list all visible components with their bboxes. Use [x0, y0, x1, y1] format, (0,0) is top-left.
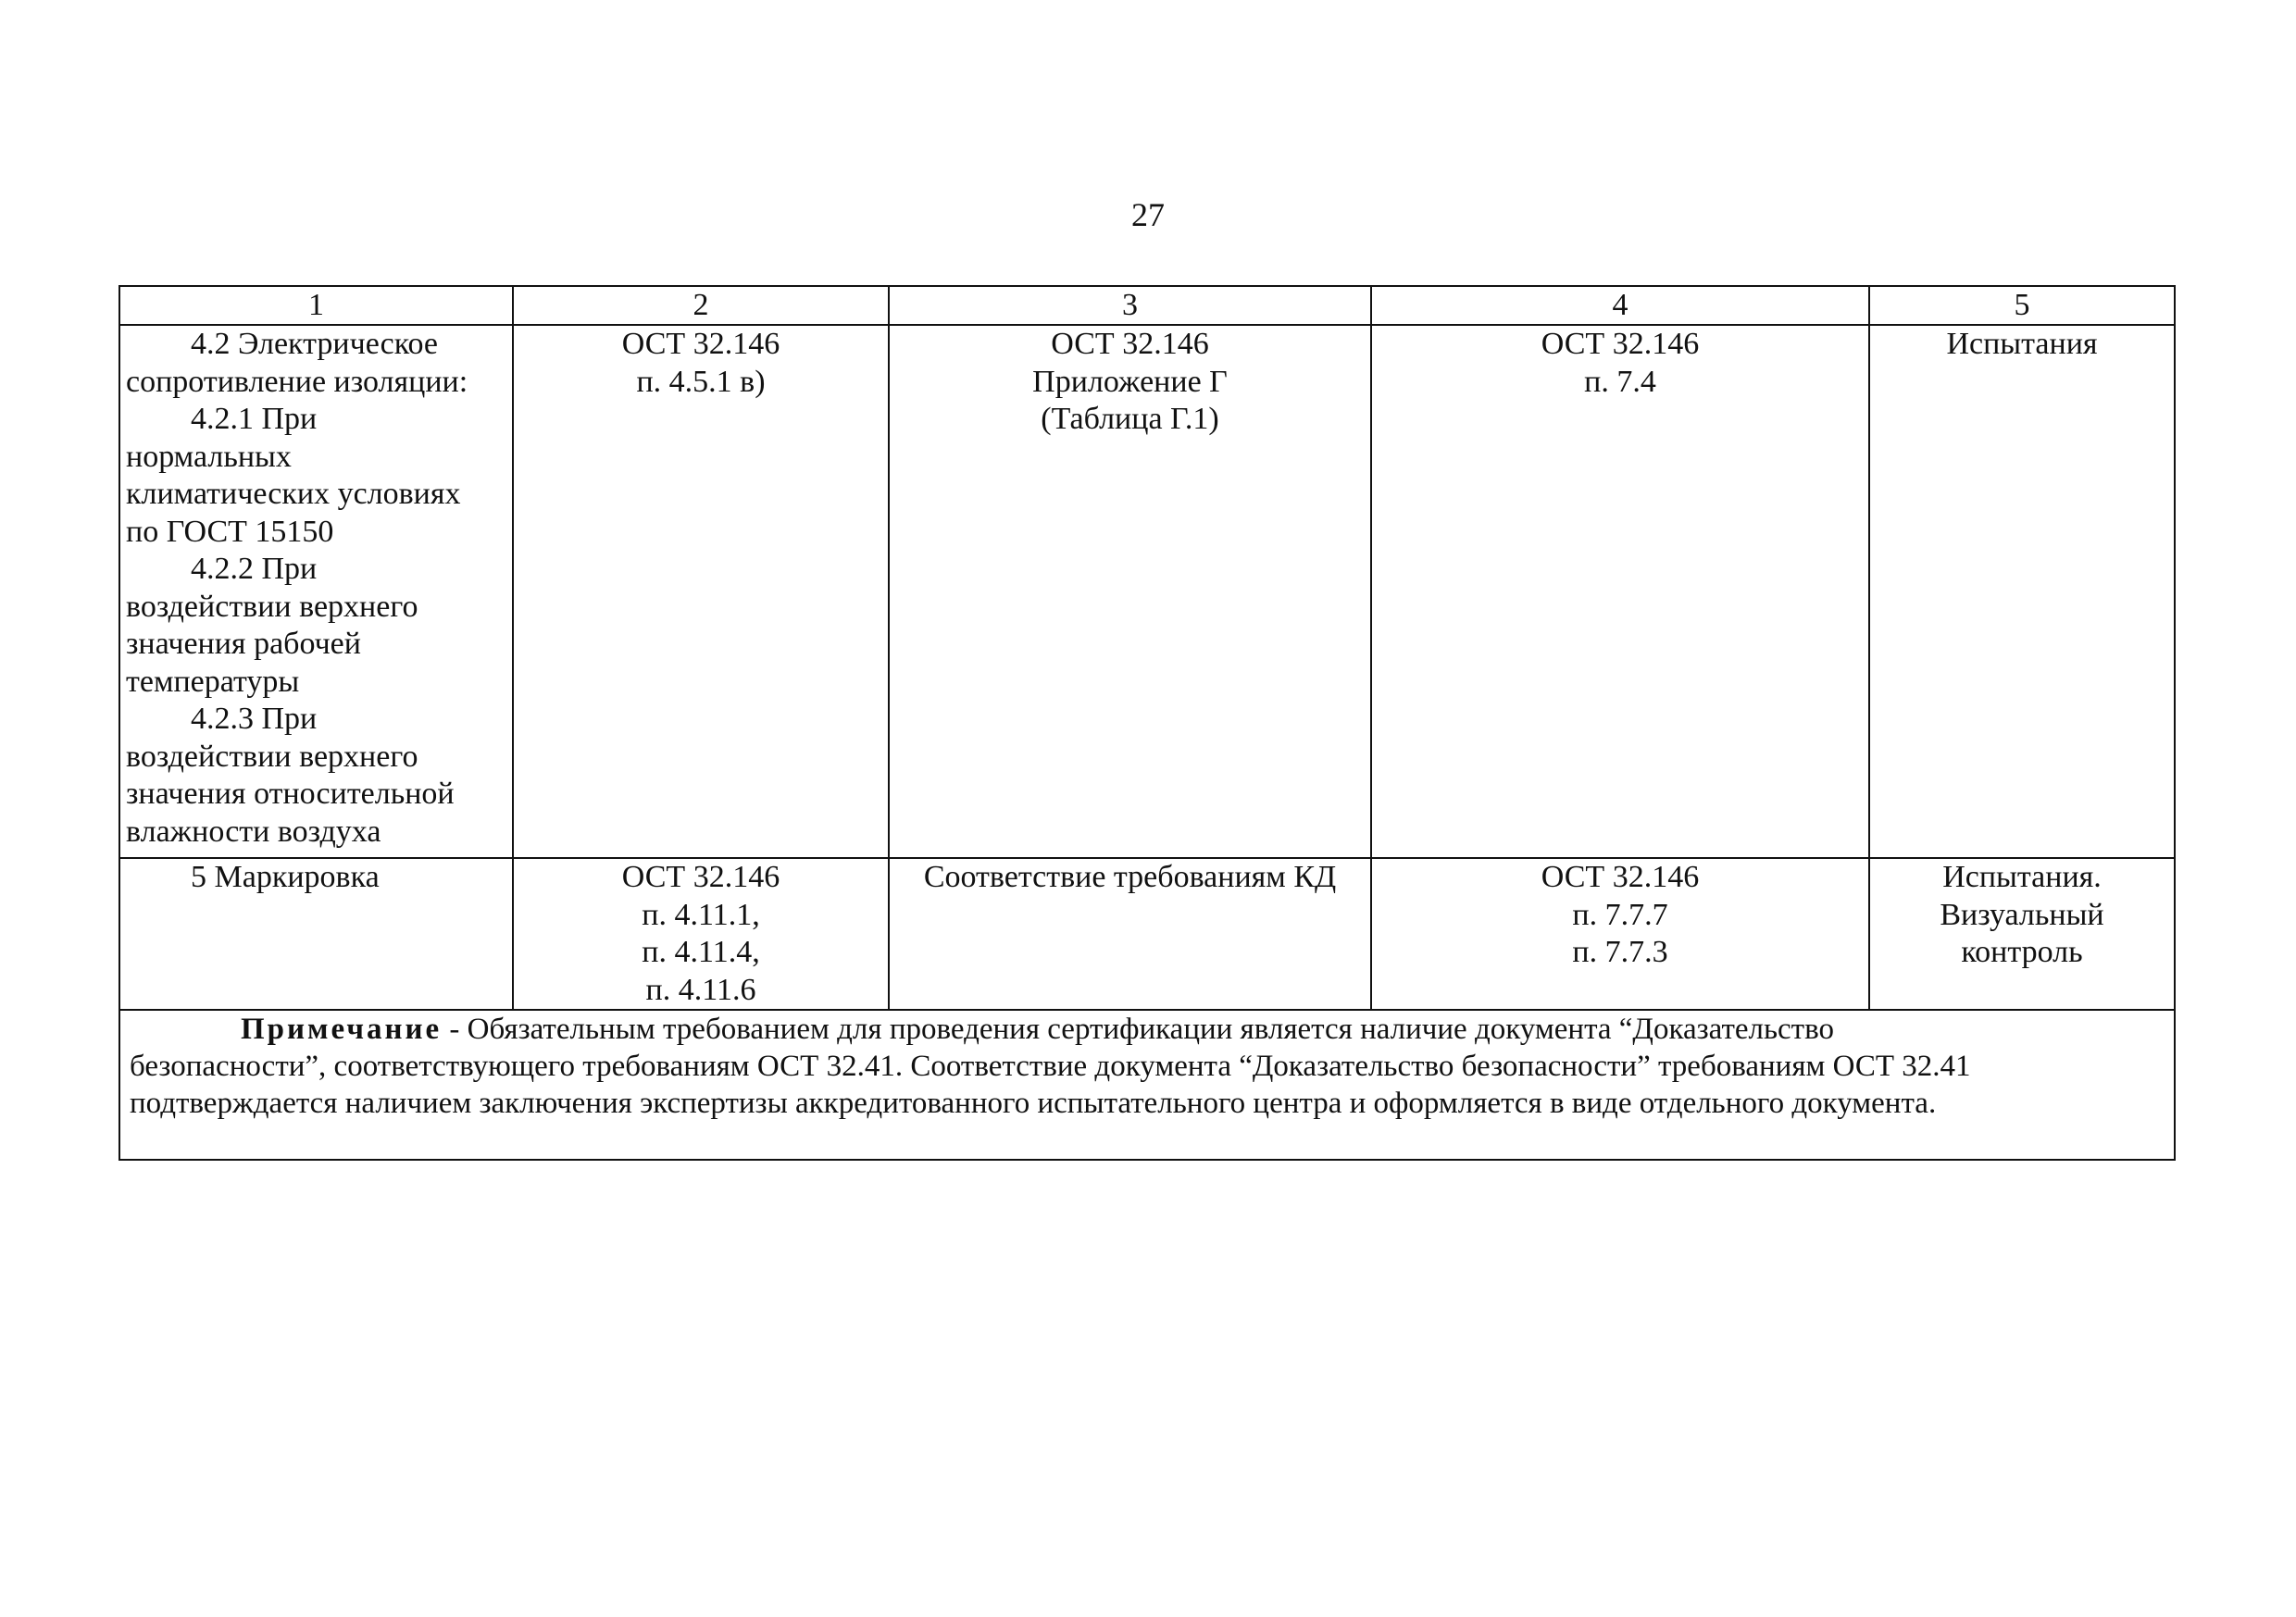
standard-line: п. 4.11.4,	[642, 935, 760, 969]
requirement-line: влажности воздуха	[126, 814, 381, 849]
method-cell	[1371, 325, 1869, 858]
note-line: подтверждается наличием заключения экспертизы аккредитованного испытательного центра и оформляется в виде отдельного документа.	[130, 1087, 1937, 1120]
table-header-row	[119, 286, 2175, 325]
requirement-line: воздействии верхнего	[126, 739, 418, 774]
standard-cell	[513, 325, 889, 858]
requirement-line: температуры	[126, 664, 300, 699]
requirement-line: климатических условиях	[126, 477, 461, 511]
requirement-line: нормальных	[126, 439, 292, 474]
control-type-line: Испытания.	[1942, 860, 2102, 894]
requirement-line: значения рабочей	[126, 627, 361, 661]
norm-line: Соответствие требованиям КД	[923, 860, 1337, 894]
standard-line: ОСТ 32.146	[621, 327, 780, 361]
certification-table	[119, 285, 2176, 1161]
requirement-line: 4.2.3 При	[191, 702, 318, 736]
norm-cell	[889, 325, 1371, 858]
note-row	[119, 1010, 2175, 1160]
norm-line: Приложение Г	[1032, 364, 1228, 399]
column-header-4: 4	[1371, 286, 1869, 325]
method-line: ОСТ 32.146	[1541, 327, 1700, 361]
norm-line: (Таблица Г.1)	[1041, 402, 1219, 436]
control-type-line: Визуальный	[1940, 897, 2104, 932]
note-text: - Обязательным требованием для проведения сертификации является наличие документа “Доказательство	[442, 1013, 1834, 1046]
method-line: п. 7.4	[1584, 364, 1656, 399]
page-number: 27	[1131, 196, 1165, 233]
column-header-1: 1	[119, 286, 513, 325]
requirement-line: по ГОСТ 15150	[126, 514, 334, 549]
standard-line: п. 4.11.6	[645, 972, 756, 1007]
control-type-line: Испытания	[1946, 327, 2098, 361]
standard-line: ОСТ 32.146	[621, 860, 780, 894]
control-type-line: контроль	[1961, 935, 2083, 969]
column-header-3: 3	[889, 286, 1371, 325]
requirement-line: 4.2.1 При	[191, 402, 318, 436]
note-cell	[119, 1010, 2175, 1160]
method-cell	[1371, 858, 1869, 1010]
control-type-cell	[1869, 325, 2175, 858]
requirement-cell	[119, 325, 513, 858]
requirement-line: 4.2 Электрическое	[191, 327, 439, 361]
column-header-5: 5	[1869, 286, 2175, 325]
requirement-line: воздействии верхнего	[126, 589, 418, 624]
note-line	[130, 1011, 2165, 1048]
column-header-2: 2	[513, 286, 889, 325]
note-line: безопасности”, соответствующего требованиям ОСТ 32.41. Соответствие документа “Доказательство безопасности” требованиям ОСТ 32.41	[130, 1050, 1971, 1083]
method-line: ОСТ 32.146	[1541, 860, 1700, 894]
method-line: п. 7.7.3	[1572, 935, 1668, 969]
requirement-line: 5 Маркировка	[191, 860, 380, 894]
standard-line: п. 4.5.1 в)	[636, 364, 766, 399]
table-row	[119, 858, 2175, 1010]
requirement-line: 4.2.2 При	[191, 552, 318, 586]
method-line: п. 7.7.7	[1572, 897, 1668, 932]
requirement-cell	[119, 858, 513, 1010]
standard-cell	[513, 858, 889, 1010]
control-type-cell	[1869, 858, 2175, 1010]
requirement-line: сопротивление изоляции:	[126, 364, 468, 399]
norm-line: ОСТ 32.146	[1051, 327, 1209, 361]
standard-line: п. 4.11.1,	[642, 897, 760, 932]
requirement-line: значения относительной	[126, 777, 455, 811]
norm-cell	[889, 858, 1371, 1010]
table-row	[119, 325, 2175, 858]
note-label: Примечание	[241, 1013, 443, 1046]
